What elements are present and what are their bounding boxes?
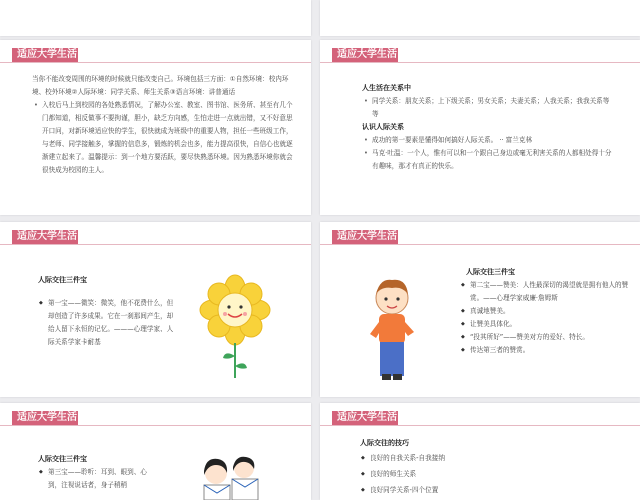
slide-title: 适应大学生活 bbox=[12, 230, 78, 244]
heading: 人际交往的技巧 bbox=[360, 439, 409, 447]
slide-body bbox=[362, 82, 612, 173]
title-bar bbox=[320, 411, 640, 426]
list-item: • 成功的第一要素是懂得如何搞好人际关系。 ·· 富兰克林 bbox=[362, 134, 612, 147]
list-item: ◆ 良好的师生关系 bbox=[360, 466, 580, 482]
sunflower-illustration bbox=[195, 270, 275, 380]
list-item: ◆ 良好的自我关系-自我接纳 bbox=[360, 450, 580, 466]
slide-top-left[interactable] bbox=[0, 0, 311, 36]
slide-environment[interactable] bbox=[0, 40, 311, 215]
heading: 人际交往三件宝 bbox=[38, 276, 87, 284]
title-bar bbox=[0, 411, 311, 426]
slide-title: 适应大学生活 bbox=[332, 48, 398, 62]
list-item: ◆ 第二宝——赞美：人性最深切的渴望就是拥有他人的赞赏。——心理学家威廉·詹姆斯 bbox=[460, 279, 630, 305]
list-item: • 同学关系：朋友关系；上下级关系；男女关系；夫妻关系；人我关系；我我关系等等 bbox=[362, 95, 612, 121]
title-bar bbox=[320, 48, 640, 63]
slide-skills[interactable] bbox=[320, 403, 640, 500]
list-item: ◆ 让赞美具体化。 bbox=[460, 318, 630, 331]
title-bar bbox=[0, 48, 311, 63]
list-item: ◆ 真诚地赞美。 bbox=[460, 305, 630, 318]
slide-body bbox=[360, 437, 580, 498]
slide-body bbox=[460, 266, 630, 357]
list-item: ◆ 良好同学关系-四个位置 bbox=[360, 482, 580, 498]
list-item: • 马克·吐温：一个人，惟有可以和一个跟自己身边或毫无利害关系的人都相处得十分有趣味，那才有真正的快乐。 bbox=[362, 147, 612, 173]
heading: 人生活在关系中 bbox=[362, 84, 411, 92]
intro-text: 当你不能改变周围的环境的时候就只能改变自己。环境包括三方面：①自然环境：校内环境、校外环境②人际环境：同学关系、师生关系③语言环境：讲普通话 bbox=[32, 75, 289, 96]
slide-title: 适应大学生活 bbox=[12, 411, 78, 425]
slide-title: 适应大学生活 bbox=[332, 411, 398, 425]
list-item: ◆ 第一宝——微笑：微笑，他不花费什么，但却创造了许多成果。它在一刹那间产生，却给人留下永恒的记忆。———心理学家、人际关系学家卡耐基 bbox=[38, 297, 178, 349]
slide-body bbox=[32, 73, 298, 177]
list-item: ◆ 传达第三者的赞赏。 bbox=[460, 344, 630, 357]
title-bar bbox=[0, 230, 311, 245]
title-bar bbox=[320, 230, 640, 245]
slide-title: 适应大学生活 bbox=[12, 48, 78, 62]
list-item: ◆ “投其所好”——赞美对方的爱好、特长。 bbox=[460, 331, 630, 344]
heading: 人际交往三件宝 bbox=[466, 268, 515, 276]
students-illustration bbox=[196, 453, 268, 500]
slide-body bbox=[38, 274, 178, 349]
slide-title: 适应大学生活 bbox=[332, 230, 398, 244]
heading: 认识人际关系 bbox=[362, 123, 404, 131]
boy-illustration bbox=[362, 274, 422, 389]
slide-smile[interactable] bbox=[0, 222, 311, 397]
slide-listening[interactable] bbox=[0, 403, 311, 500]
slide-praise[interactable] bbox=[320, 222, 640, 397]
slide-relationships[interactable] bbox=[320, 40, 640, 215]
heading: 人际交往三件宝 bbox=[38, 455, 87, 463]
list-item: • 入校后马上到校园的各处熟悉情况，了解办公室、教室、图书馆、医务所、甚至有几个门都知道，相反做事不要拘谨，胆小，缺乏方向感，生怕走进一点就出错，又不好意思开口问，对新环境适应快的学生，很快就成为班级中的重要人物，担任一些班级工作，与老师、同学接触多，掌握的信息多，锻炼的机会也多，能力提高很快，自信心也就逐渐建立起来了。温馨提示：到一个地方要活跃，要尽快熟悉环境。因为熟悉环境你就会很快成为校园的主人。 bbox=[32, 99, 298, 177]
list-item: ◆ 第三宝——聆听：耳到、眼到、心到，注视说话者，身子稍稍 bbox=[38, 466, 148, 492]
slide-body bbox=[38, 453, 148, 492]
slide-top-right[interactable] bbox=[320, 0, 640, 36]
